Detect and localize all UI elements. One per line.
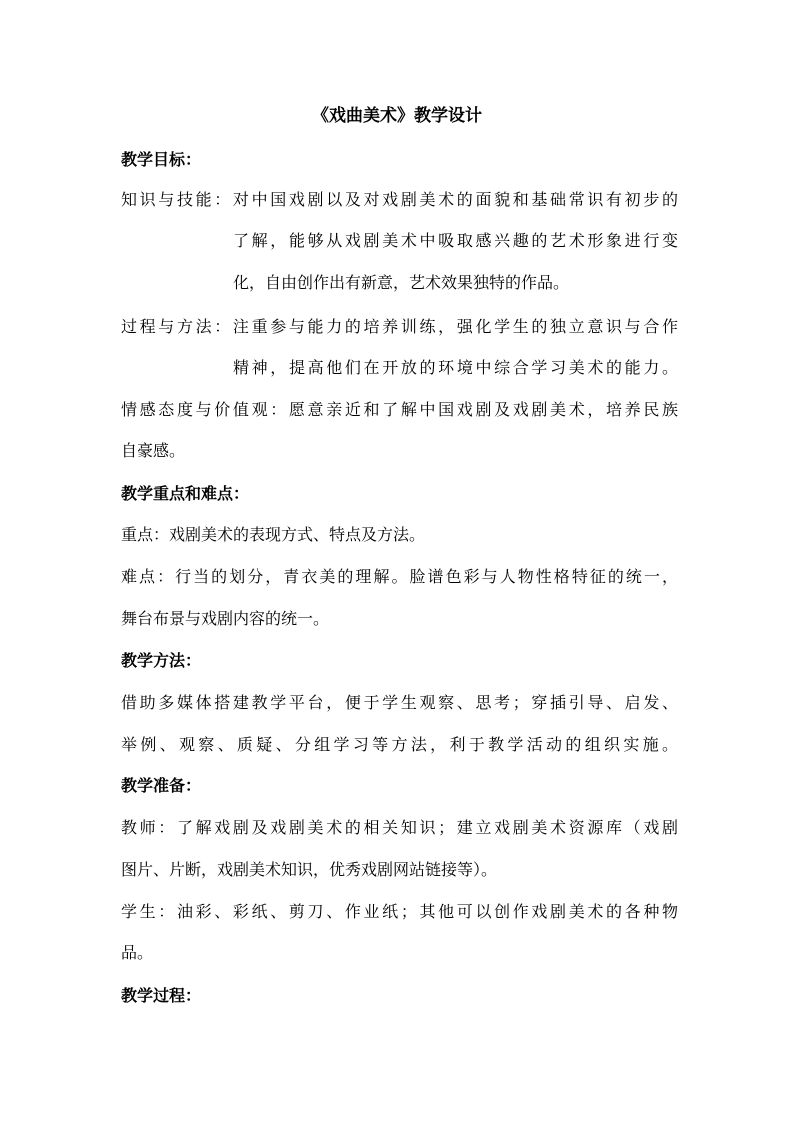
heading-teaching-goals: 教学目标： xyxy=(121,150,202,169)
document-title: 《戏曲美术》教学设计 xyxy=(312,106,482,126)
difficult-point-line-2: 舞台布景与戏剧内容的统一。 xyxy=(121,609,330,628)
teaching-methods-line-2: 举例、观察、质疑、分组学习等方法，利于教学活动的组织实施。 xyxy=(121,735,678,754)
emotion-value-line-2: 自豪感。 xyxy=(121,441,186,460)
knowledge-skill-line-2: 了解，能够从戏剧美术中吸取感兴趣的艺术形象进行变 xyxy=(233,231,678,250)
key-point-line: 重点：戏剧美术的表现方式、特点及方法。 xyxy=(121,525,426,544)
heading-teaching-preparation: 教学准备： xyxy=(121,776,202,795)
student-preparation-line-2: 品。 xyxy=(121,943,154,962)
knowledge-skill-line-3: 化，自由创作出有新意，艺术效果独特的作品。 xyxy=(233,273,570,292)
process-method-line-2: 精神，提高他们在开放的环境中综合学习美术的能力。 xyxy=(233,358,678,377)
emotion-value-line-1: 情感态度与价值观：愿意亲近和了解中国戏剧及戏剧美术，培养民族 xyxy=(121,400,678,419)
student-preparation-line-1: 学生：油彩、彩纸、剪刀、作业纸；其他可以创作戏剧美术的各种物 xyxy=(121,902,678,921)
process-method-line-1: 过程与方法：注重参与能力的培养训练，强化学生的独立意识与合作 xyxy=(121,317,678,336)
difficult-point-line-1: 难点：行当的划分，青衣美的理解。脸谱色彩与人物性格特征的统一， xyxy=(121,567,678,586)
teaching-methods-line-1: 借助多媒体搭建教学平台，便于学生观察、思考；穿插引导、启发、 xyxy=(121,693,678,712)
teacher-preparation-line-1: 教师：了解戏剧及戏剧美术的相关知识；建立戏剧美术资源库（戏剧 xyxy=(121,818,678,837)
heading-teaching-process: 教学过程： xyxy=(121,986,202,1005)
knowledge-skill-line-1: 知识与技能：对中国戏剧以及对戏剧美术的面貌和基础常识有初步的 xyxy=(121,190,678,209)
heading-key-points: 教学重点和难点： xyxy=(121,484,250,503)
heading-teaching-methods: 教学方法： xyxy=(121,651,202,670)
teacher-preparation-line-2: 图片、片断，戏剧美术知识，优秀戏剧网站链接等）。 xyxy=(121,860,498,879)
